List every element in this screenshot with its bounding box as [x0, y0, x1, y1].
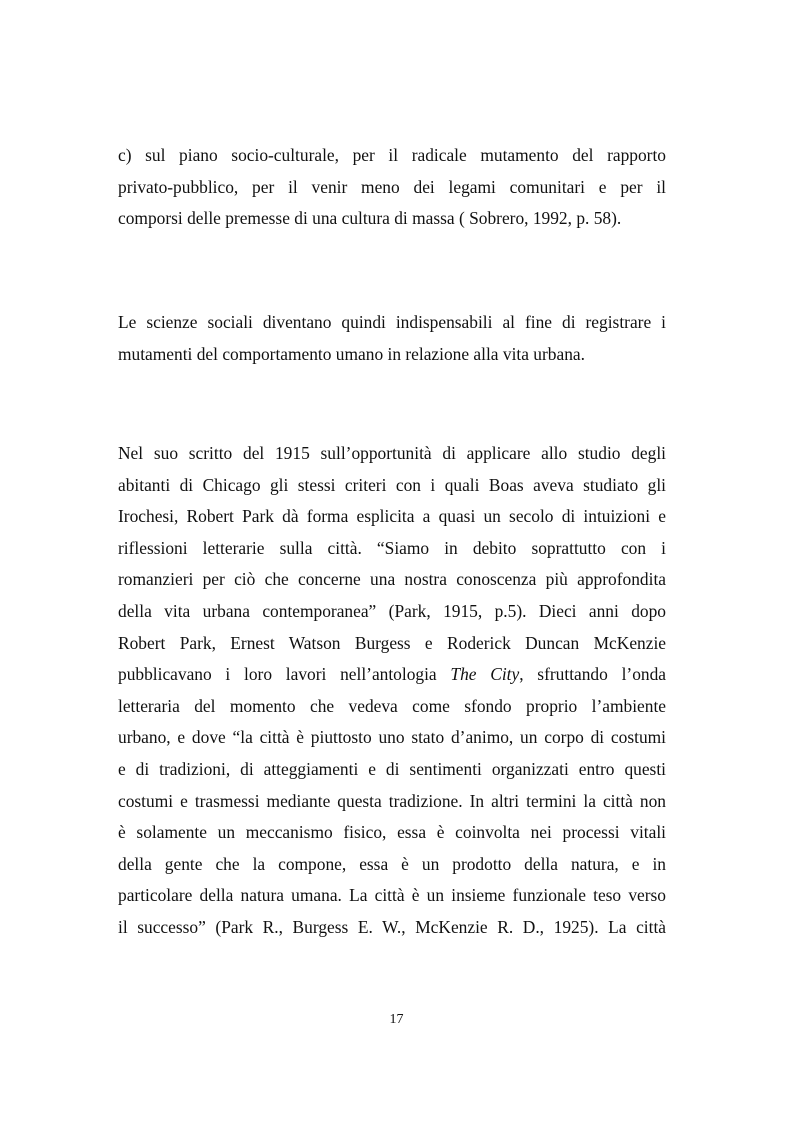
- text-line: comporsi delle premesse di una cultura di massa ( Sobrero, 1992, p. 58).: [118, 208, 622, 229]
- text-line: romanzieri per ciò che concerne una nostra conoscenza più approfondita: [118, 569, 666, 590]
- text-line: privato-pubblico, per il venir meno dei legami comunitari e per il: [118, 176, 666, 197]
- text-line: particolare della natura umana. La città è un insieme funzionale teso verso: [118, 885, 666, 906]
- text-line: il successo” (Park R., Burgess E. W., McKenzie R. D., 1925). La città: [118, 916, 666, 937]
- paragraph-social-sciences: [118, 307, 666, 370]
- text-segment: pubblicavano i loro lavori nell’antologia: [118, 664, 451, 685]
- text-line: costumi e trasmessi mediante questa tradizione. In altri termini la città non: [118, 790, 666, 811]
- text-line: Irochesi, Robert Park dà forma esplicita a quasi un secolo di intuizioni e: [118, 506, 666, 527]
- page-number: 17: [389, 1012, 404, 1027]
- paragraph-robert-park: [118, 438, 666, 944]
- text-line: riflessioni letterarie sulla città. “Siamo in debito soprattutto con i: [118, 537, 666, 558]
- text-line: della gente che la compone, essa è un prodotto della natura, e in: [118, 853, 666, 874]
- text-line: abitanti di Chicago gli stessi criteri con i quali Boas aveva studiato gli: [118, 474, 666, 495]
- text-line: c) sul piano socio-culturale, per il radicale mutamento del rapporto: [118, 145, 666, 165]
- text-line: è solamente un meccanismo fisico, essa è coinvolta nei processi vitali: [118, 822, 666, 843]
- text-line: Le scienze sociali diventano quindi indispensabili al fine di registrare i: [118, 312, 666, 332]
- text-line: e di tradizioni, di atteggiamenti e di sentimenti organizzati entro questi: [118, 758, 666, 779]
- text-line-with-title: [118, 659, 666, 691]
- text-line: letteraria del momento che vedeva come sfondo proprio l’ambiente: [118, 695, 666, 716]
- text-line: della vita urbana contemporanea” (Park, 1915, p.5). Dieci anni dopo: [118, 600, 666, 621]
- text-line: urbano, e dove “la città è piuttosto uno stato d’animo, un corpo di costumi: [118, 727, 666, 748]
- text-segment: , sfruttando l’onda: [519, 664, 666, 685]
- text-line: Robert Park, Ernest Watson Burgess e Roderick Duncan McKenzie: [118, 632, 666, 653]
- text-line: mutamenti del comportamento umano in relazione alla vita urbana.: [118, 343, 585, 364]
- text-line: Nel suo scritto del 1915 sull’opportunità di applicare allo studio degli: [118, 443, 666, 463]
- paragraph-socio-cultural: [118, 140, 666, 235]
- book-title-the-city: The City: [450, 664, 520, 685]
